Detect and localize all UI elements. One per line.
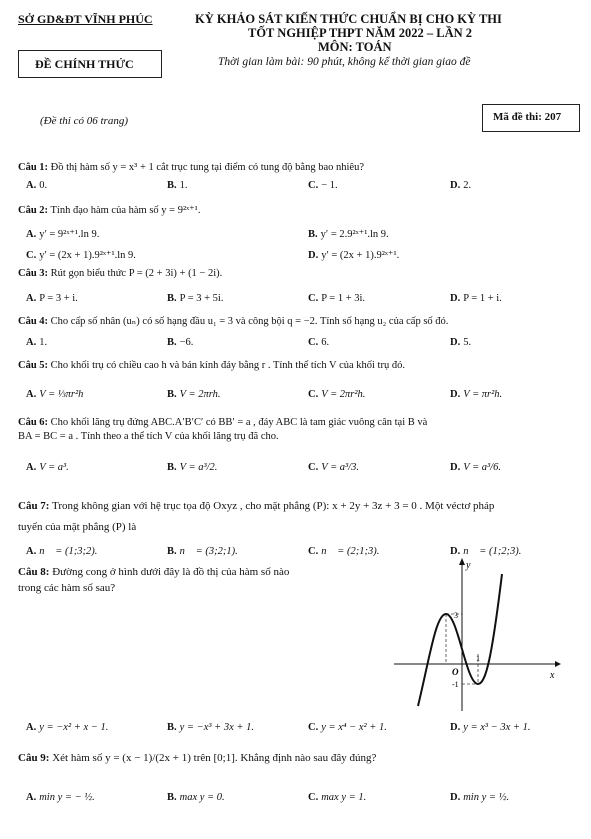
- q1-option-b[interactable]: B. 1.: [167, 180, 188, 191]
- tick-1: 1: [476, 654, 480, 663]
- q2-option-d[interactable]: D. y′ = (2x + 1).9²ˣ⁺¹.: [308, 250, 400, 261]
- q2-option-a[interactable]: A. y′ = 9²ˣ⁺¹.ln 9.: [26, 229, 100, 240]
- question-8-line-1: Câu 8: Đường cong ở hình dưới đây là đồ thị của hàm số nào: [18, 566, 290, 578]
- q2-option-b[interactable]: B. y′ = 2.9²ˣ⁺¹.ln 9.: [308, 229, 389, 240]
- origin-label: O: [452, 667, 459, 677]
- q8-function-graph: [390, 556, 565, 716]
- tick-3: 3: [454, 611, 458, 620]
- question-1: Câu 1: Đồ thị hàm số y = x³ + 1 cắt trục tung tại điểm có tung độ bằng bao nhiêu?: [18, 162, 364, 173]
- question-7-line-2: tuyến của mặt phẳng (P) là: [18, 521, 137, 533]
- question-6-line-2: BA = BC = a . Tính theo a thể tích V của khối lăng trụ đã cho.: [18, 431, 279, 442]
- exam-title-1: KỲ KHẢO SÁT KIẾN THỨC CHUẨN BỊ CHO KỲ THI: [195, 12, 502, 26]
- q3-option-a[interactable]: A. P = 3 + i.: [26, 293, 78, 304]
- question-3: Câu 3: Rút gọn biểu thức P = (2 + 3i) + (1 − 2i).: [18, 268, 223, 279]
- q6-option-d[interactable]: D. V = a³/6.: [450, 462, 501, 473]
- q3-option-d[interactable]: D. P = 1 + i.: [450, 293, 502, 304]
- question-4: Câu 4: Cho cấp số nhân (uₙ) có số hạng đầu u₁ = 3 và công bội q = −2. Tính số hạng u₂ của cấp số đó.: [18, 316, 449, 327]
- q8-option-c[interactable]: C. y = x⁴ − x² + 1.: [308, 722, 387, 733]
- question-2: Câu 2: Tính đạo hàm của hàm số y = 9²ˣ⁺¹.: [18, 205, 201, 216]
- q9-option-d[interactable]: D. min y = ½.: [450, 792, 510, 803]
- question-5: Câu 5: Cho khối trụ có chiều cao h và bán kính đáy bằng r . Tính thể tích V của khối trụ đó.: [18, 360, 405, 371]
- x-axis-arrow: [555, 661, 561, 667]
- q9-option-b[interactable]: B. max y = 0.: [167, 792, 225, 803]
- question-8-line-2: trong các hàm số sau?: [18, 582, 116, 594]
- question-9: Câu 9: Xét hàm số y = (x − 1)/(2x + 1) trên [0;1]. Khẳng định nào sau đây đúng?: [18, 752, 377, 764]
- exam-code: Mã đề thi: 207: [493, 111, 562, 123]
- y-axis-label: y: [466, 560, 471, 571]
- q4-option-d[interactable]: D. 5.: [450, 337, 472, 348]
- q3-option-c[interactable]: C. P = 1 + 3i.: [308, 293, 366, 304]
- q7-option-b[interactable]: B. n⃗ = (3;2;1).: [167, 546, 238, 557]
- q8-option-d[interactable]: D. y = x³ − 3x + 1.: [450, 722, 531, 733]
- q1-option-d[interactable]: D. 2.: [450, 180, 472, 191]
- time-limit: Thời gian làm bài: 90 phút, không kể thời gian giao đề: [218, 56, 471, 68]
- y-axis-arrow: [459, 558, 465, 565]
- q8-option-a[interactable]: A. y = −x² + x − 1.: [26, 722, 109, 733]
- q6-option-c[interactable]: C. V = a³/3.: [308, 462, 359, 473]
- department-name: SỞ GD&ĐT VĨNH PHÚC: [18, 12, 153, 26]
- q4-option-b[interactable]: B. −6.: [167, 337, 194, 348]
- q2-option-c[interactable]: C. y′ = (2x + 1).9²ˣ⁺¹.ln 9.: [26, 250, 136, 261]
- question-6-line-1: Câu 6: Cho khối lăng trụ đứng ABC.A′B′C′ có BB′ = a , đáy ABC là tam giác vuông cân tại B và: [18, 417, 428, 428]
- q9-option-a[interactable]: A. min y = − ½.: [26, 792, 95, 803]
- q8-option-b[interactable]: B. y = −x³ + 3x + 1.: [167, 722, 254, 733]
- q5-option-c[interactable]: C. V = 2πr²h.: [308, 389, 366, 400]
- subject: MÔN: TOÁN: [318, 40, 392, 54]
- q6-option-b[interactable]: B. V = a³/2.: [167, 462, 218, 473]
- q1-option-a[interactable]: A. 0.: [26, 180, 48, 191]
- q5-option-a[interactable]: A. V = ⅓πr²h: [26, 389, 84, 400]
- cubic-curve: [418, 574, 502, 706]
- q4-option-a[interactable]: A. 1.: [26, 337, 48, 348]
- q6-option-a[interactable]: A. V = a³.: [26, 462, 69, 473]
- q1-option-c[interactable]: C. − 1.: [308, 180, 338, 191]
- official-label: ĐỀ CHÍNH THỨC: [35, 57, 134, 71]
- q5-option-d[interactable]: D. V = πr²h.: [450, 389, 503, 400]
- q3-option-b[interactable]: B. P = 3 + 5i.: [167, 293, 224, 304]
- q5-option-b[interactable]: B. V = 2πrh.: [167, 389, 221, 400]
- q4-option-c[interactable]: C. 6.: [308, 337, 330, 348]
- q9-option-c[interactable]: C. max y = 1.: [308, 792, 367, 803]
- q7-option-d[interactable]: D. n⃗ = (1;2;3).: [450, 546, 522, 557]
- question-7-line-1: Câu 7: Trong không gian với hệ trục tọa độ Oxyz , cho mặt phẳng (P): x + 2y + 3z + 3 = 0 . Một véctơ pháp: [18, 500, 495, 512]
- exam-title-2: TỐT NGHIỆP THPT NĂM 2022 – LẦN 2: [248, 26, 472, 40]
- x-axis-label: x: [550, 670, 555, 681]
- page-count: (Đề thi có 06 trang): [40, 115, 128, 127]
- tick-neg1: -1: [452, 680, 459, 689]
- q7-option-c[interactable]: C. n⃗ = (2;1;3).: [308, 546, 380, 557]
- q7-option-a[interactable]: A. n⃗ = (1;3;2).: [26, 546, 98, 557]
